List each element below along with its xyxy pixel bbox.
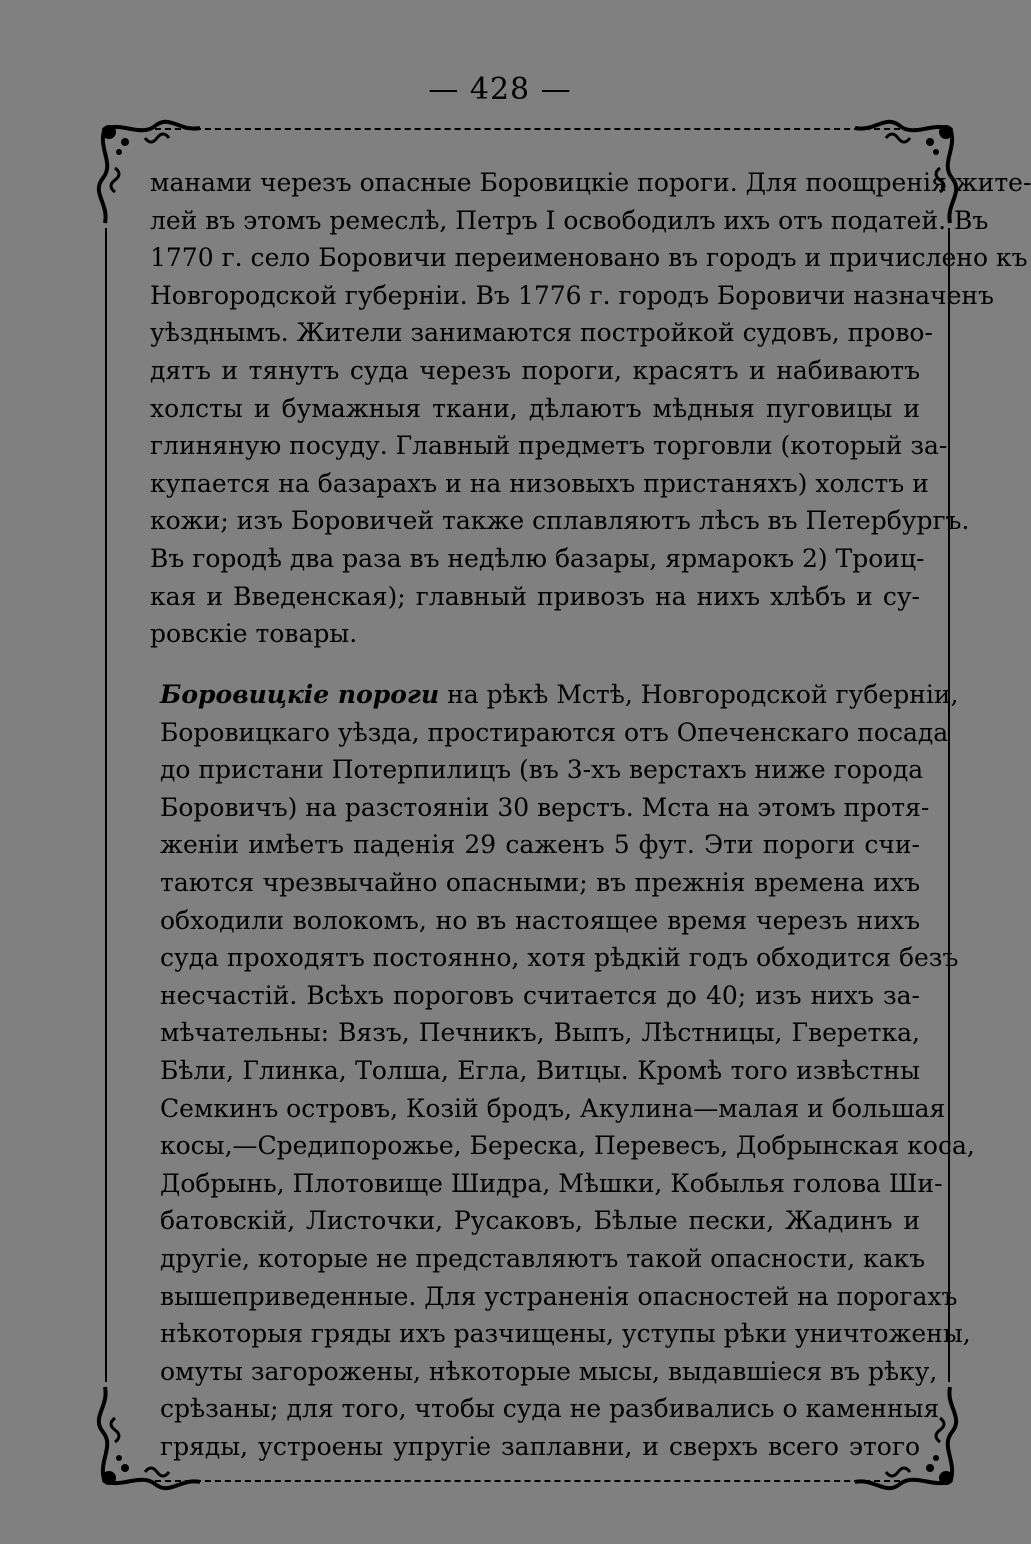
paragraph-line: обходили волокомъ, но въ настоящее время черезъ нихъ [160,905,920,935]
paragraph-line: холсты и бумажныя ткани, дѣлаютъ мѣдныя пуговицы и [150,393,920,423]
paragraph-line: суда проходятъ постоянно, хотя рѣдкій годъ обходится безъ [160,943,959,973]
border-top-line [135,128,920,130]
paragraph-line [160,676,959,714]
paragraph-line: несчастій. Всѣхъ пороговъ считается до 40; изъ нихъ за- [160,980,920,1010]
paragraph-line: Бѣли, Глинка, Толша, Егла, Витцы. Кромѣ того извѣстны [160,1055,920,1085]
first-line-rest: на рѣкѣ Мстѣ, Новгородской губерніи, [439,680,959,709]
paragraph-line: лей въ этомъ ремеслѣ, Петръ I освободилъ ихъ отъ податей. Въ [150,205,989,235]
paragraph-line: Добрынь, Плотовище Шидра, Мѣшки, Кобылья голова Ши- [160,1168,943,1198]
paragraph-line: другіе, которые не представляютъ такой опасности, какъ [160,1243,926,1273]
paragraph-line: купается на базарахъ и на низовыхъ пристаняхъ) холстъ и [150,468,929,498]
paragraph-1 [150,164,1031,653]
paragraph-line: ровскіе товары. [150,619,358,649]
paragraph-line: вышеприведенные. Для устраненія опасностей на порогахъ [160,1281,958,1311]
paragraph-line: таются чрезвычайно опасными; въ прежнія времена ихъ [160,867,920,897]
paragraph-line: дятъ и тянутъ суда черезъ пороги, красятъ и набиваютъ [150,355,920,385]
paragraph-line: кая и Введенская); главный привозъ на нихъ хлѣбъ и су- [150,581,920,611]
paragraph-line: уѣзднымъ. Жители занимаются постройкой судовъ, прово- [150,318,933,348]
paragraph-line: Въ городѣ два раза въ недѣлю базары, ярмарокъ 2) Троиц- [150,543,925,573]
paragraph-line: манами черезъ опасные Боровицкіе пороги. Для поощренія жите- [150,168,1031,197]
paragraph-line: срѣзаны; для того, чтобы суда не разбивались о каменныя [160,1394,940,1424]
paragraph-line: батовскій, Листочки, Русаковъ, Бѣлые пески, Жадинъ и [160,1206,920,1236]
paragraph-line: Боровицкаго уѣзда, простираются отъ Опеченскаго посада [160,717,949,747]
border-right-line [948,228,950,1382]
paragraph-line: нѣкоторыя гряды ихъ разчищены, уступы рѣки уничтожены, [160,1319,971,1349]
paragraph-line: до пристани Потерпилицъ (въ 3-хъ верстахъ ниже города [160,755,924,785]
term-borovitskie-porogi: Боровицкіе пороги [160,680,440,709]
paragraph-line: кожи; изъ Боровичей также сплавляютъ лѣсъ въ Петербургъ. [150,506,970,536]
border-left-line [105,228,107,1382]
paragraph-line: Семкинъ островъ, Козій бродъ, Акулина—малая и большая [160,1093,946,1123]
paragraph-line: женіи имѣетъ паденія 29 саженъ 5 фут. Эти пороги счи- [160,830,920,860]
paragraph-2 [160,676,975,1465]
page-number: — 428 — [428,72,572,107]
paragraph-line: Новгородской губерніи. Въ 1776 г. городъ Боровичи назначенъ [150,280,994,310]
paragraph-line: Боровичъ) на разстояніи 30 верстъ. Мста на этомъ протя- [160,792,930,822]
paragraph-line: косы,—Средипорожье, Береска, Перевесъ, Добрынская коса, [160,1131,975,1161]
paragraph-line: гряды, устроены упругіе заплавни, и сверхъ всего этого [160,1431,920,1461]
paragraph-line: 1770 г. село Боровичи переименовано въ городъ и причислено къ [150,243,1028,273]
paragraph-line: глиняную посуду. Главный предметъ торговли (который за- [150,431,948,461]
paragraph-line: мѣчательны: Вязъ, Печникъ, Выпъ, Лѣстницы, Гверетка, [160,1018,920,1048]
border-bottom-line [135,1480,920,1482]
paragraph-line: омуты загорожены, нѣкоторые мысы, выдавшіеся въ рѣку, [160,1356,938,1386]
